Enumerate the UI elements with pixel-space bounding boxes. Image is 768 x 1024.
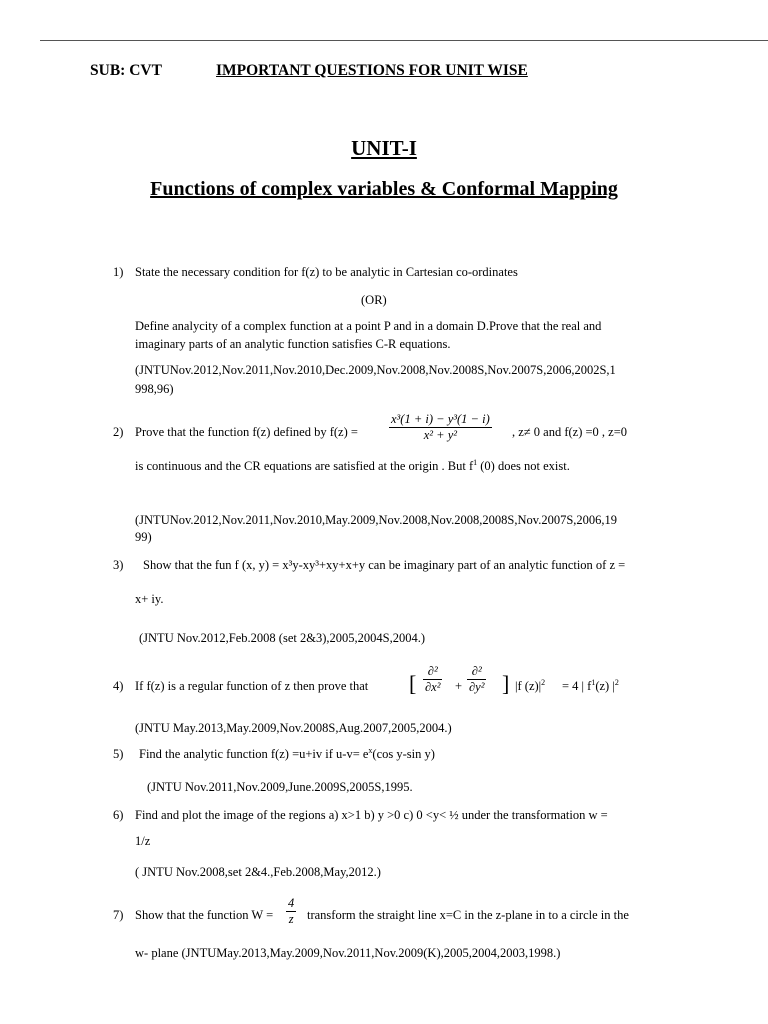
question-2-fraction xyxy=(389,412,492,443)
question-4-text-pre: If f(z) is a regular function of z then prove that xyxy=(135,679,369,693)
question-2-line2-b: (0) does not exist. xyxy=(477,459,570,473)
question-1-alt-line2: imaginary parts of an analytic function satisfies C-R equations. xyxy=(135,337,451,351)
question-4-modulus-text: |f (z)| xyxy=(515,679,542,693)
question-2-text-post: , z≠ 0 and f(z) =0 , z=0 xyxy=(512,425,628,439)
question-5-reference: (JNTU Nov.2011,Nov.2009,June.2009S,2005S,1995. xyxy=(147,780,413,794)
unit-heading: UNIT-I xyxy=(351,136,417,160)
question-6-number: 6) xyxy=(113,808,124,822)
question-4-modulus-sup: 2 xyxy=(541,677,546,687)
chapter-heading: Functions of complex variables & Conformal Mapping xyxy=(150,178,618,200)
question-5-text xyxy=(139,746,435,762)
question-4-result-tail-sup: 2 xyxy=(614,677,619,687)
question-2-line2 xyxy=(135,458,570,474)
question-1-reference-line1: (JNTUNov.2012,Nov.2011,Nov.2010,Dec.2009,Nov.2008,Nov.2008S,Nov.2007S,2006,2002S,1 xyxy=(135,363,616,377)
question-1-or: (OR) xyxy=(361,293,387,307)
question-1-reference-line2: 998,96) xyxy=(135,382,174,396)
question-3-text-line2: x+ iy. xyxy=(135,592,164,606)
question-4-result-sup: 1 xyxy=(591,677,596,687)
question-4-plus: + xyxy=(455,679,463,693)
question-4-partial-x-numerator: ∂² xyxy=(423,664,442,680)
question-4-partial-y xyxy=(467,664,486,695)
question-4-result-text: = 4 | f xyxy=(562,679,592,693)
question-7-text-post: transform the straight line x=C in the z-plane in to a circle in the xyxy=(307,908,629,922)
question-2-line2-sup: 1 xyxy=(473,457,478,467)
question-4-bracket-open: [ xyxy=(409,671,417,696)
question-1-number: 1) xyxy=(113,265,124,279)
question-4-modulus xyxy=(515,678,545,694)
question-4-partial-y-numerator: ∂² xyxy=(467,664,486,680)
document-title: IMPORTANT QUESTIONS FOR UNIT WISE xyxy=(216,62,528,79)
question-6-text: Find and plot the image of the regions a) x>1 b) y >0 c) 0 <y< ½ under the transformation w = xyxy=(135,808,608,822)
question-6-text-line2: 1/z xyxy=(135,834,151,848)
question-7-text-pre: Show that the function W = xyxy=(135,908,274,922)
question-7-text-line2: w- plane (JNTUMay.2013,May.2009,Nov.2011,Nov.2009(K),2005,2004,2003,1998.) xyxy=(135,946,561,960)
question-4-partial-x-denominator: ∂x² xyxy=(425,680,441,694)
question-4-result-tail: (z) | xyxy=(595,679,615,693)
question-7-fraction-numerator: 4 xyxy=(288,896,295,910)
question-2-fraction-denominator: x² + y² xyxy=(423,428,458,442)
question-2-text-pre: Prove that the function f(z) defined by f(z) = xyxy=(135,425,358,439)
top-rule xyxy=(40,40,768,41)
question-1-alt-line1: Define analycity of a complex function at a point P and in a domain D.Prove that the real and xyxy=(135,319,602,333)
question-4-result xyxy=(562,678,619,694)
question-5-text-post: (cos y-sin y) xyxy=(372,747,435,761)
question-3-reference: (JNTU Nov.2012,Feb.2008 (set 2&3),2005,2004S,2004.) xyxy=(139,631,425,645)
question-4-partial-x xyxy=(423,664,442,695)
question-4-reference: (JNTU May.2013,May.2009,Nov.2008S,Aug.2007,2005,2004.) xyxy=(135,721,452,735)
question-5-text-sup: x xyxy=(368,745,373,755)
question-7-fraction xyxy=(286,896,296,927)
question-4-partial-y-denominator: ∂y² xyxy=(469,680,485,694)
question-1-text: State the necessary condition for f(z) to be analytic in Cartesian co-ordinates xyxy=(135,265,518,279)
question-2-reference-line1: (JNTUNov.2012,Nov.2011,Nov.2010,May.2009,Nov.2008,Nov.2008,2008S,Nov.2007S,2006,19 xyxy=(135,513,618,527)
question-5-number: 5) xyxy=(113,747,124,761)
question-7-number: 7) xyxy=(113,908,124,922)
question-5-text-pre: Find the analytic function f(z) =u+iv if u-v= e xyxy=(139,747,369,761)
question-6-reference: ( JNTU Nov.2008,set 2&4.,Feb.2008,May,2012.) xyxy=(135,865,381,879)
question-3-text: Show that the fun f (x, y) = x³y-xy³+xy+x+y can be imaginary part of an analytic function of z = xyxy=(143,558,626,572)
question-2-number: 2) xyxy=(113,425,124,439)
question-2-reference-line2: 99) xyxy=(135,530,152,544)
question-7-fraction-denominator: z xyxy=(288,912,294,926)
question-4-bracket-close: ] xyxy=(502,671,510,696)
subject-label: SUB: CVT xyxy=(90,62,162,79)
question-3-number: 3) xyxy=(113,558,124,572)
question-2-line2-a: is continuous and the CR equations are satisfied at the origin . But f xyxy=(135,459,474,473)
question-2-fraction-numerator: x³(1 + i) − y³(1 − i) xyxy=(391,412,490,426)
question-4-number: 4) xyxy=(113,679,124,693)
